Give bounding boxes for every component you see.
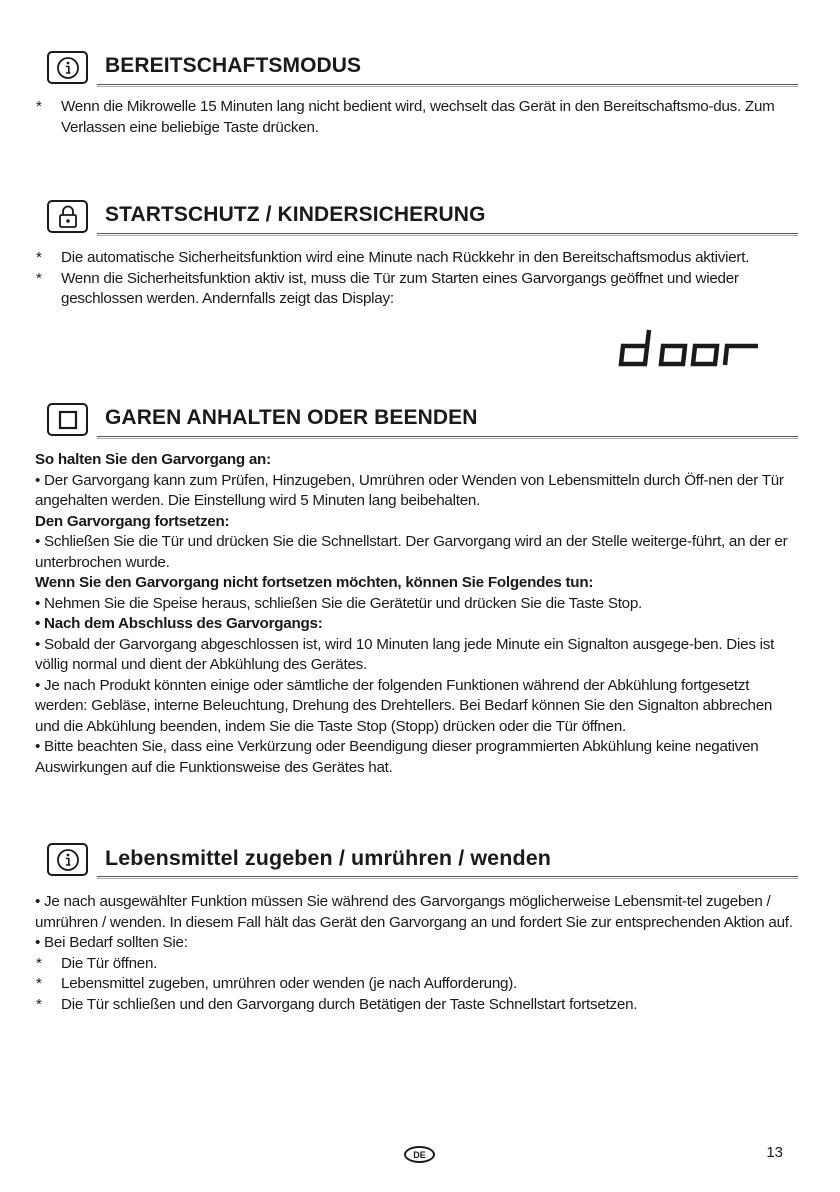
display-door-readout <box>618 328 763 368</box>
section-title: BEREITSCHAFTSMODUS <box>105 54 362 77</box>
bullet-text: Wenn die Sicherheitsfunktion aktiv ist, muss die Tür zum Starten eines Garvorgangs geöffnet und wieder geschlossen werden. Andernfalls zeigt das Display: <box>61 269 739 307</box>
section-header-child-lock <box>47 200 798 236</box>
section-body-add-stir-turn: • Je nach ausgewählter Funktion müssen Sie während des Garvorgangs möglicherweise Lebensmit-tel zugeben / umrühren / wenden. In diesem Fall hält das Gerät den Garvorgang an und fordert Sie zur entsprechenden Aktion auf. • Bei Bedarf sollten Sie: * Die Tür öffnen. * Lebensmittel zugeben, umrühren oder wenden (je nach Aufforderung). * Die Tür schließen und den Garvorgang durch Betätigen der Taste Schnellstart fortsetzen. <box>35 892 795 1015</box>
language-badge: DE <box>404 1146 435 1163</box>
bullet-text: Wenn die Mikrowelle 15 Minuten lang nicht bedient wird, wechselt das Gerät in den Bereitschaftsmo-dus. Zum Verlassen eine beliebige Taste drücken. <box>61 98 775 136</box>
section-header-add-stir-turn <box>47 843 798 879</box>
info-icon <box>47 843 88 876</box>
paragraph: • Sobald der Garvorgang abgeschlossen ist, wird 10 Minuten lang jede Minute ein Signalton ausgege-ben. Dies ist völlig normal und dient der Abkühlung des Gerätes. <box>35 635 775 673</box>
paragraph: • Bei Bedarf sollten Sie: <box>35 934 188 951</box>
section-rule <box>97 436 798 439</box>
paragraph: • Der Garvorgang kann zum Prüfen, Hinzugeben, Umrühren oder Wenden von Lebensmitteln durch Öff-nen der Tür angehalten werden. Die Einstellung wird 5 Minuten lang beibehalten. <box>35 471 784 509</box>
subheading-resume: Den Garvorgang fortsetzen: <box>35 512 230 530</box>
paragraph: • Nehmen Sie die Speise heraus, schließen Sie die Gerätetür und drücken Sie die Taste Stop. <box>35 594 643 612</box>
section-rule <box>97 876 798 879</box>
bullet-text: Die Tür öffnen. <box>61 954 158 972</box>
lock-icon <box>47 200 88 233</box>
section-body-standby: * Wenn die Mikrowelle 15 Minuten lang nicht bedient wird, wechselt das Gerät in den Bereitschaftsmo-dus. Zum Verlassen eine beliebige Taste drücken. <box>36 98 775 136</box>
paragraph: • Bitte beachten Sie, dass eine Verkürzung oder Beendigung dieser programmierten Abkühlung keine negativen Auswirkungen auf die Funktionsweise des Gerätes hat. <box>35 738 759 776</box>
stop-icon <box>47 403 88 436</box>
subheading-cancel: Wenn Sie den Garvorgang nicht fortsetzen möchten, können Sie Folgendes tun: <box>35 574 594 591</box>
paragraph: • Je nach ausgewählter Funktion müssen Sie während des Garvorgangs möglicherweise Lebensmit-tel zugeben / umrühren / wenden. In diesem Fall hält das Gerät den Garvorgang an und fordert Sie zur entsprechenden Aktion auf. <box>35 893 793 931</box>
section-title: Lebensmittel zugeben / umrühren / wenden <box>105 846 551 870</box>
paragraph: • Schließen Sie die Tür und drücken Sie die Schnellstart. Der Garvorgang wird an der Stelle weiterge-führt, an der er unterbrochen wurde. <box>35 533 788 571</box>
subheading-pause: So halten Sie den Garvorgang an: <box>35 451 271 468</box>
section-body-child-lock: * Die automatische Sicherheitsfunktion wird eine Minute nach Rückkehr in den Bereitschaftsmodus aktiviert. * Wenn die Sicherheitsfunktion aktiv ist, muss die Tür zum Starten eines Garvorgangs geöffnet und wieder geschlossen werden. Andernfalls zeigt das Display: <box>36 249 750 307</box>
bullet-text: Lebensmittel zugeben, umrühren oder wenden (je nach Aufforderung). <box>61 975 518 992</box>
section-header-stop-cooking <box>47 403 798 439</box>
paragraph: • Je nach Produkt könnten einige oder sämtliche der folgenden Funktionen während der Abkühlung fortgesetzt werden: Gebläse, interne Beleuchtung, Drehung des Drehtellers. Bei Bedarf können Sie den Signalton abbrechen und die Abkühlung beenden, indem Sie die Taste Stop (Stopp) drücken oder die Tür öffnen. <box>35 676 773 735</box>
subheading-after-cooking: • Nach dem Abschluss des Garvorgangs: <box>35 615 323 632</box>
bullet-text: Die automatische Sicherheitsfunktion wird eine Minute nach Rückkehr in den Bereitschaftsmodus aktiviert. <box>61 249 750 266</box>
info-icon <box>47 51 88 84</box>
page-number: 13 <box>766 1144 783 1161</box>
section-title: GAREN ANHALTEN ODER BEENDEN <box>105 406 478 429</box>
section-header-standby <box>47 51 798 87</box>
section-rule <box>97 84 798 87</box>
section-body-stop-cooking <box>35 450 795 778</box>
section-rule <box>97 233 798 236</box>
section-title: STARTSCHUTZ / KINDERSICHERUNG <box>105 203 486 226</box>
bullet-text: Die Tür schließen und den Garvorgang durch Betätigen der Taste Schnellstart fortsetzen. <box>61 995 638 1013</box>
